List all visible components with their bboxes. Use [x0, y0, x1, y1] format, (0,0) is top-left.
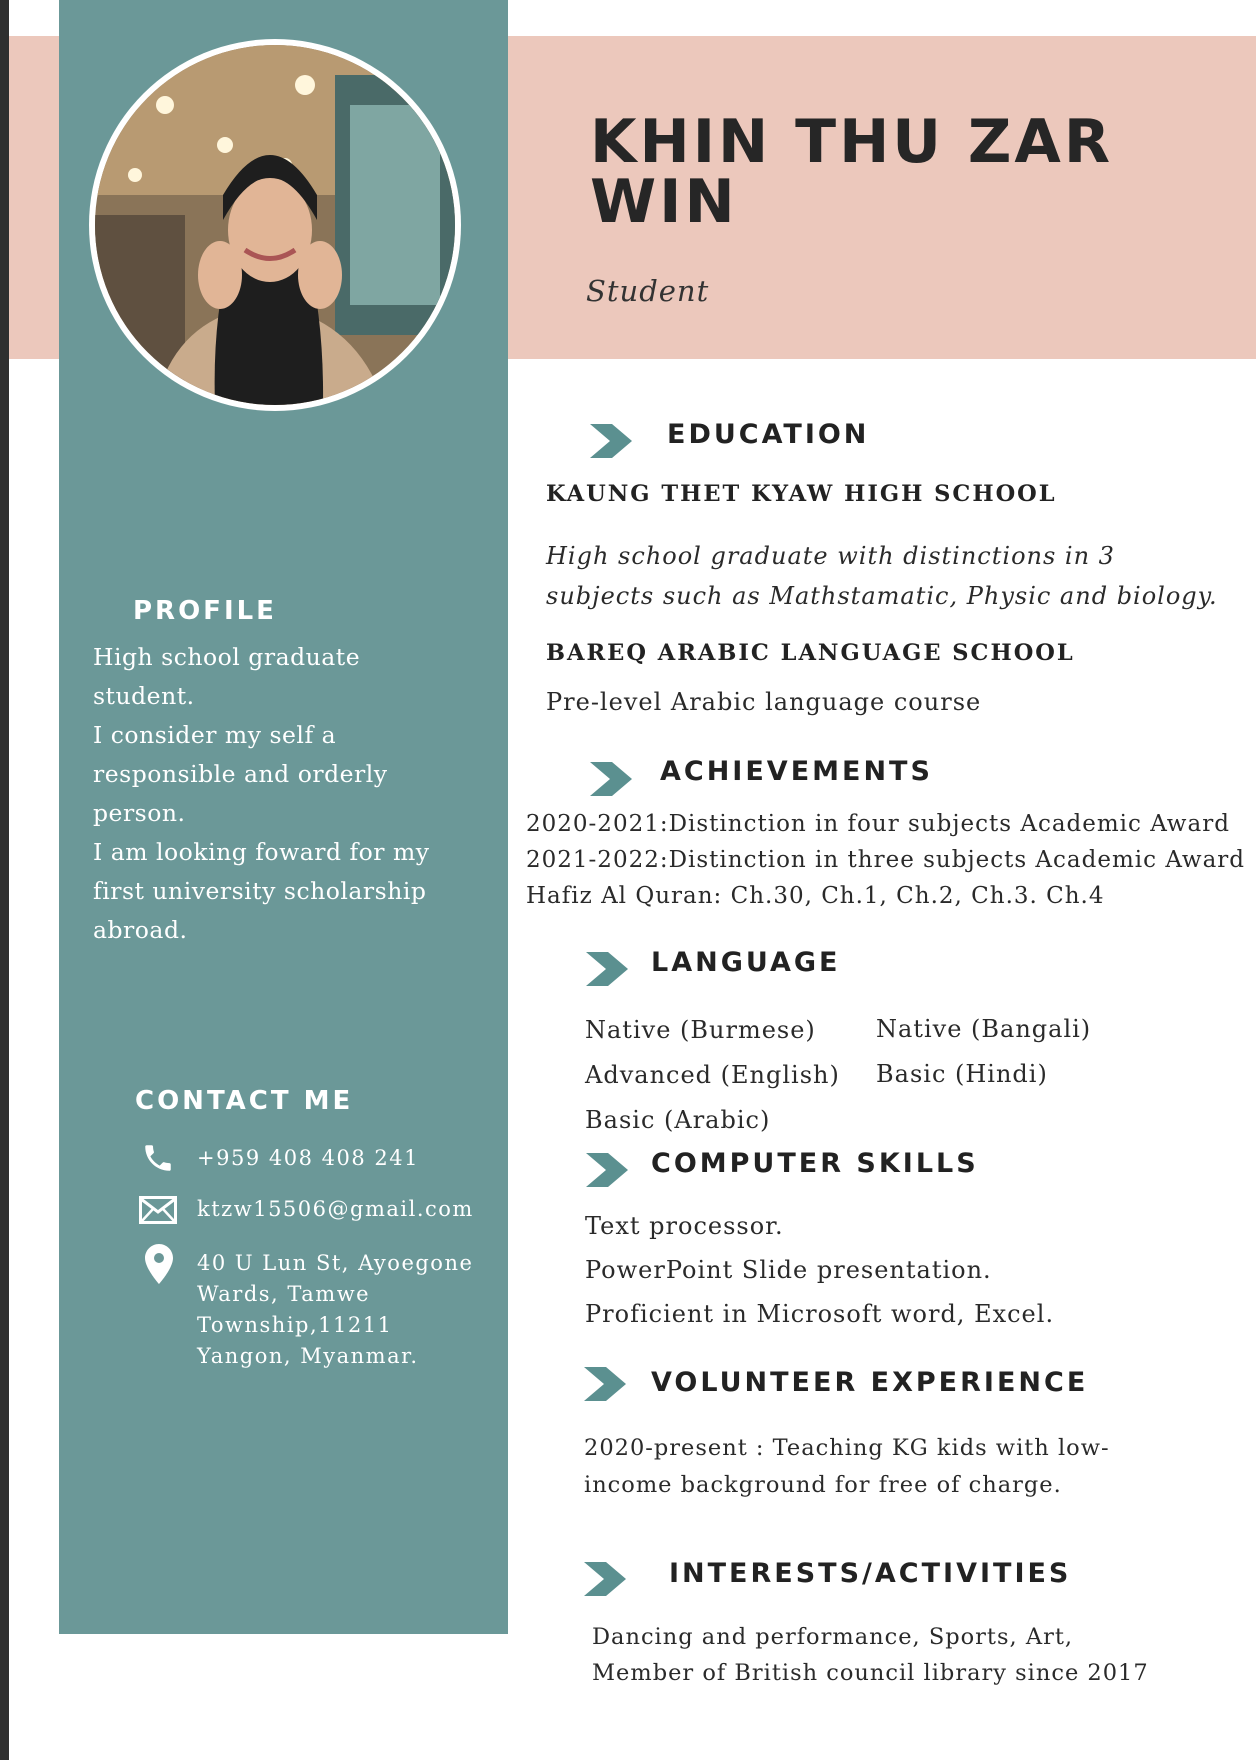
role-title: Student: [586, 274, 710, 308]
list-item: Native (Bangali): [876, 1015, 1092, 1043]
language-list-2: [876, 1007, 1091, 1097]
list-item: Hafiz Al Quran: Ch.30, Ch.1, Ch.2, Ch.3. Ch.4: [526, 883, 1105, 909]
volunteer-text: 2020-present : Teaching KG kids with low- income background for free of charge.: [584, 1435, 1110, 1498]
full-name: [590, 107, 1190, 237]
list-item: Advanced (English): [585, 1061, 840, 1089]
school-name: BAREQ ARABIC LANGUAGE SCHOOL: [546, 640, 1075, 666]
list-item: PowerPoint Slide presentation.: [585, 1256, 992, 1284]
name-line-2: WIN: [590, 167, 738, 237]
interests-heading: INTERESTS/ACTIVITIES: [669, 1558, 1072, 1589]
location-pin-icon: [145, 1244, 179, 1284]
volunteer-heading: VOLUNTEER EXPERIENCE: [651, 1367, 1089, 1398]
profile-line: person.: [93, 799, 186, 827]
profile-heading: PROFILE: [133, 596, 277, 626]
address: 40 U Lun St, Ayoegone Wards, Tamwe Township,11211 Yangon, Myanmar.: [197, 1251, 474, 1368]
chevron-icon: [590, 762, 632, 796]
school-description: High school graduate with distinctions in 3 subjects such as Mathstamatic, Physic and biology.: [546, 542, 1218, 610]
profile-line: High school graduate: [93, 643, 361, 671]
school-name: KAUNG THET KYAW HIGH SCHOOL: [546, 481, 1057, 507]
contact-heading: CONTACT ME: [135, 1086, 354, 1116]
email-address[interactable]: ktzw15506@gmail.com: [197, 1197, 474, 1221]
profile-line: student.: [93, 682, 195, 710]
profile-line: I am looking foward for my: [93, 838, 430, 866]
list-item: Text processor.: [585, 1212, 784, 1240]
computer-skills-heading: COMPUTER SKILLS: [651, 1148, 979, 1179]
chevron-icon: [584, 1562, 626, 1596]
chevron-icon: [586, 1153, 628, 1187]
list-item: 2020-2021:Distinction in four subjects Academic Award: [526, 811, 1230, 837]
profile-text: [93, 638, 430, 950]
name-line-1: KHIN THU ZAR: [590, 107, 1114, 177]
envelope-icon: [139, 1196, 173, 1236]
profile-line: abroad.: [93, 916, 188, 944]
achievements-list: [526, 806, 1245, 914]
profile-line: responsible and orderly: [93, 760, 388, 788]
list-item: Basic (Hindi): [876, 1060, 1048, 1088]
computer-skills-list: [585, 1204, 1054, 1336]
profile-line: first university scholarship: [93, 877, 427, 905]
education-heading: EDUCATION: [667, 419, 870, 450]
list-item: Basic (Arabic): [585, 1106, 771, 1134]
language-heading: LANGUAGE: [651, 947, 841, 978]
chevron-icon: [590, 424, 632, 458]
language-list-1: [585, 1008, 840, 1143]
profile-photo: [89, 39, 461, 411]
chevron-icon: [586, 952, 628, 986]
list-item: Native (Burmese): [585, 1016, 816, 1044]
phone-icon: [141, 1141, 175, 1181]
interests-text: Dancing and performance, Sports, Art, Member of British council library since 2017: [592, 1624, 1149, 1686]
chevron-icon: [584, 1367, 626, 1401]
list-item: 2021-2022:Distinction in three subjects Academic Award: [526, 847, 1246, 873]
achievements-heading: ACHIEVEMENTS: [660, 756, 933, 787]
list-item: Proficient in Microsoft word, Excel.: [585, 1300, 1055, 1328]
profile-line: I consider my self a: [93, 721, 337, 749]
phone-number[interactable]: +959 408 408 241: [197, 1146, 419, 1170]
school-description: Pre-level Arabic language course: [546, 688, 982, 716]
